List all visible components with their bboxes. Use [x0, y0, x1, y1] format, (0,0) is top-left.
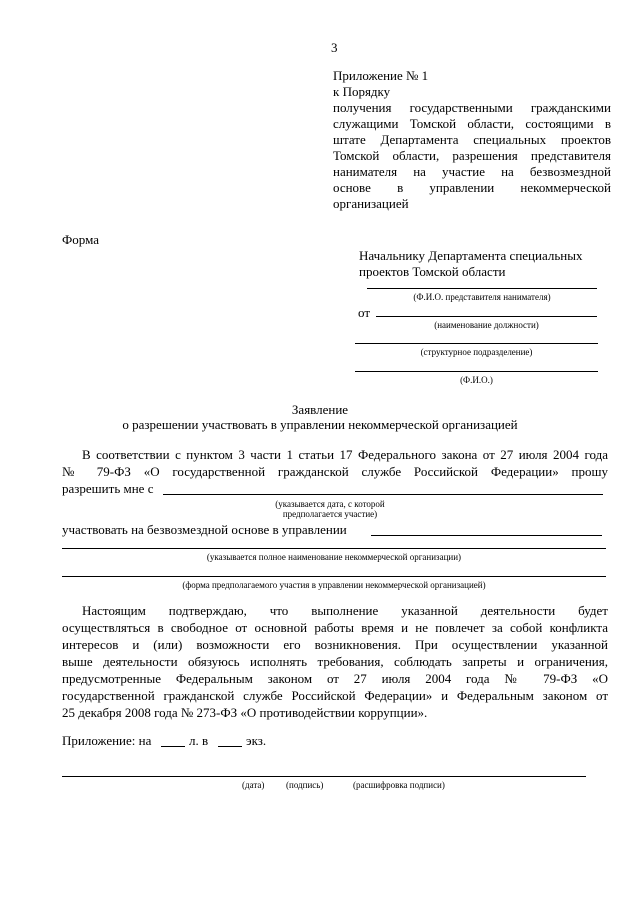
caption-fio: (Ф.И.О.): [460, 375, 493, 385]
attachment-mid: л. в: [189, 733, 209, 748]
para2-line: государственной гражданской службе Российской Федерации» и Федеральным законом от: [62, 688, 608, 703]
appendix-text-line: штате Департамента специальных проектов: [333, 132, 611, 147]
appendix-text-line: нанимателя на участие на безвозмездной: [333, 164, 611, 179]
appendix-order-ref: к Порядку: [333, 84, 391, 99]
appendix-text-line: служащими Томской области, состоящими в: [333, 116, 611, 131]
caption-participation-form: (форма предполагаемого участия в управлении некоммерческой организацией): [182, 580, 486, 590]
start-date-line[interactable]: [163, 494, 603, 495]
appendix-block: [333, 68, 611, 212]
attachment-suffix: экз.: [246, 733, 267, 748]
signature-line[interactable]: [62, 776, 586, 777]
attachment-prefix: Приложение: на: [62, 733, 152, 748]
participation-form-line[interactable]: [62, 576, 606, 577]
caption-sign-date: (дата): [242, 780, 265, 790]
caption-fio-rep: (Ф.И.О. представителя нанимателя): [413, 292, 551, 302]
para1-line-1: В соответствии с пунктом 3 части 1 статьи 17 Федерального закона от 27 июля 2004 года: [82, 447, 608, 462]
from-label: от: [358, 305, 371, 320]
statement-subtitle: о разрешении участвовать в управлении некоммерческой организацией: [122, 417, 518, 432]
appendix-text-line: основе в управлении некоммерческой: [333, 180, 611, 195]
caption-sign-decoding: (расшифровка подписи): [353, 780, 445, 790]
caption-date-2: предполагается участие): [282, 509, 378, 519]
para2-line: интересов и (или) возможности его возникновения. При осуществлении указанной: [62, 637, 608, 652]
para2-line: осуществляться в свободное от основной работы время и не повлечет за собой конфликта: [62, 620, 608, 635]
form-label: Форма: [62, 232, 99, 247]
rep-name-line[interactable]: [367, 288, 597, 289]
page-number: 3: [331, 40, 338, 55]
appendix-title: Приложение № 1: [333, 68, 429, 83]
caption-sign-signature: (подпись): [286, 780, 324, 790]
addressee-line-1: Начальнику Департамента специальных: [359, 248, 583, 263]
appendix-text-line: Томской области, разрешения представителя: [333, 148, 611, 163]
position-line[interactable]: [376, 316, 597, 317]
para1-line-4: участвовать на безвозмездной основе в управлении: [62, 522, 347, 537]
applicant-name-line[interactable]: [355, 371, 598, 372]
addressee-line-2: проектов Томской области: [359, 264, 506, 279]
appendix-text-line: получения государственными гражданскими: [333, 100, 611, 115]
para2-line: Настоящим подтверждаю, что выполнение указанной деятельности будет: [82, 603, 608, 618]
caption-division: (структурное подразделение): [420, 347, 533, 357]
para2-line-last: 25 декабря 2008 года № 273-ФЗ «О противодействии коррупции».: [62, 705, 428, 720]
para1-line-3: разрешить мне с: [62, 481, 154, 496]
para2-block: [62, 602, 608, 721]
caption-position: (наименование должности): [434, 320, 539, 330]
org-name-line-1[interactable]: [371, 535, 602, 536]
org-name-line-2[interactable]: [62, 548, 606, 549]
caption-date-1: (указывается дата, с которой: [275, 499, 385, 509]
para2-line: предусмотренные Федеральным законом от 27 июля 2004 года № 79-ФЗ «О: [62, 671, 608, 686]
para2-line: выше деятельности обязуюсь исполнять требования, соблюдать запреты и ограничения,: [62, 654, 608, 669]
para1-line-2: № 79-ФЗ «О государственной гражданской службе Российской Федерации» прошу: [62, 464, 608, 479]
appendix-text-last: организацией: [333, 196, 409, 211]
caption-org-name: (указывается полное наименование некоммерческой организации): [206, 552, 462, 562]
division-line[interactable]: [355, 343, 598, 344]
statement-title: Заявление: [291, 402, 349, 417]
attachment-copies-line[interactable]: [218, 746, 242, 747]
attachment-pages-line[interactable]: [161, 746, 185, 747]
